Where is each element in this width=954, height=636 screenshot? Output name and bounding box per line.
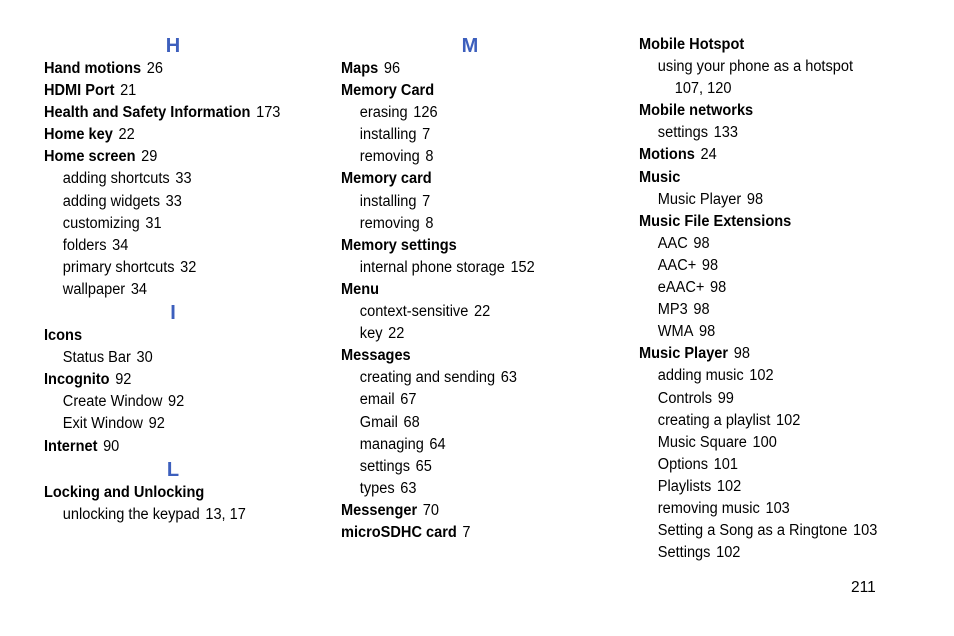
page-reference[interactable]: 96 xyxy=(383,60,401,77)
index-subentry xyxy=(44,413,317,435)
index-term: Messenger xyxy=(341,501,418,519)
index-subentry xyxy=(341,456,614,478)
page-reference[interactable]: 152 xyxy=(510,258,535,276)
index-term: email xyxy=(359,391,395,409)
index-subentry xyxy=(639,498,912,520)
page-reference[interactable]: 13, 17 xyxy=(205,505,246,523)
page-reference[interactable]: 103 xyxy=(765,499,790,517)
index-subentry xyxy=(44,347,317,369)
page-reference[interactable]: 32 xyxy=(180,258,197,276)
index-term: AAC+ xyxy=(657,256,697,274)
index-subentry xyxy=(44,235,317,257)
index-subentry xyxy=(639,365,912,387)
page-number: 211 xyxy=(851,579,876,596)
index-term: HDMI Port xyxy=(44,82,115,100)
index-term: removing xyxy=(359,214,420,232)
index-term: Home screen xyxy=(44,148,136,166)
index-entry xyxy=(44,325,317,347)
index-term: key xyxy=(359,325,383,343)
index-subentry xyxy=(639,122,912,144)
page-reference[interactable]: 90 xyxy=(103,437,120,455)
index-term: Music Player xyxy=(639,345,729,363)
index-subentry xyxy=(44,168,317,190)
index-subentry xyxy=(341,213,614,235)
index-entry xyxy=(44,80,317,102)
page-reference[interactable]: 126 xyxy=(413,104,438,122)
index-entry xyxy=(341,80,614,102)
page-reference[interactable]: 99 xyxy=(717,389,734,407)
index-column-3 xyxy=(639,34,929,564)
index-entry xyxy=(639,211,912,233)
index-term: Music Square xyxy=(657,433,747,451)
page-reference[interactable]: 67 xyxy=(400,391,417,409)
index-subentry xyxy=(341,257,614,279)
index-term: Memory Card xyxy=(341,82,435,100)
index-entry xyxy=(639,343,912,365)
index-term: wallpaper xyxy=(62,280,126,298)
index-subentry xyxy=(639,233,912,255)
page-reference[interactable]: 22 xyxy=(388,325,405,343)
page-reference[interactable]: 101 xyxy=(713,455,738,473)
index-term: Music xyxy=(639,168,681,186)
index-entry xyxy=(44,124,317,146)
index-term: adding widgets xyxy=(62,192,161,210)
page-reference[interactable]: 24 xyxy=(700,146,717,164)
index-subentry xyxy=(341,367,614,389)
page-reference[interactable]: 102 xyxy=(716,544,741,562)
index-term: Status Bar xyxy=(62,349,131,367)
index-term: Menu xyxy=(341,280,380,298)
index-subentry xyxy=(341,323,614,345)
page-reference[interactable]: 102 xyxy=(749,367,774,385)
index-entry xyxy=(341,522,614,544)
index-term: Music Player xyxy=(657,190,742,208)
page-reference[interactable]: 102 xyxy=(776,411,801,429)
index-entry xyxy=(341,279,614,301)
index-term: AAC xyxy=(657,234,688,252)
page-reference[interactable]: 98 xyxy=(701,256,719,274)
index-term: Maps xyxy=(341,60,379,77)
index-subentry xyxy=(44,504,317,526)
page-reference[interactable]: 29 xyxy=(141,148,158,166)
index-entry xyxy=(341,345,614,367)
index-subentry xyxy=(639,454,912,476)
index-subentry xyxy=(639,78,912,100)
index-term: managing xyxy=(359,435,424,453)
index-term: internal phone storage xyxy=(359,258,505,276)
index-subentry xyxy=(44,191,317,213)
index-term: Create Window xyxy=(62,393,163,411)
index-term: eAAC+ xyxy=(657,279,705,297)
index-subentry xyxy=(639,410,912,432)
index-term: Incognito xyxy=(44,371,110,389)
page-reference[interactable]: 64 xyxy=(429,435,446,453)
page-reference[interactable]: 30 xyxy=(136,349,153,367)
index-subentry xyxy=(639,432,912,454)
index-subentry xyxy=(341,412,614,434)
page-reference[interactable]: 102 xyxy=(716,477,742,495)
index-term: customizing xyxy=(62,214,140,232)
index-entry xyxy=(44,102,317,124)
page-reference[interactable]: 33 xyxy=(165,192,182,210)
index-term: Memory settings xyxy=(341,236,457,254)
index-subentry xyxy=(341,146,614,168)
index-subentry xyxy=(44,279,317,301)
index-entry xyxy=(341,58,614,80)
index-subentry xyxy=(639,476,912,498)
index-term: Music File Extensions xyxy=(639,212,792,230)
index-term: Mobile Hotspot xyxy=(639,36,745,53)
index-subentry xyxy=(639,255,912,277)
index-entry xyxy=(341,235,614,257)
index-subentry xyxy=(44,257,317,279)
section-letter: I xyxy=(170,302,176,325)
index-term: Setting a Song as a Ringtone xyxy=(657,522,848,540)
section-letter: H xyxy=(165,35,181,57)
index-term: erasing xyxy=(359,104,408,122)
index-term: Options xyxy=(657,455,709,473)
index-subentry xyxy=(639,56,912,78)
index-term: removing xyxy=(359,148,420,166)
page-reference[interactable]: 98 xyxy=(699,323,716,341)
page-reference[interactable]: 34 xyxy=(130,280,148,298)
index-term: Settings xyxy=(657,544,711,562)
index-term: Internet xyxy=(44,437,98,455)
index-subentry xyxy=(341,191,614,213)
index-entry xyxy=(639,144,912,166)
index-term: WMA xyxy=(657,323,694,341)
index-subentry xyxy=(639,542,912,564)
index-term: Hand motions xyxy=(44,60,142,77)
index-term: primary shortcuts xyxy=(62,258,175,276)
page-reference[interactable]: 70 xyxy=(422,501,439,519)
index-term: Home key xyxy=(44,126,113,144)
index-term: Health and Safety Information xyxy=(44,104,251,122)
page-reference[interactable]: 7 xyxy=(462,523,471,541)
page-reference[interactable]: 98 xyxy=(710,279,727,297)
index-term: installing xyxy=(359,126,417,144)
index-subentry xyxy=(639,277,912,299)
index-term: Locking and Unlocking xyxy=(44,483,205,501)
index-entry xyxy=(341,500,614,522)
index-term: installing xyxy=(359,192,417,210)
page-reference[interactable]: 107, 120 xyxy=(674,80,732,98)
page-reference[interactable]: 63 xyxy=(400,479,417,497)
index-term: microSDHC card xyxy=(341,523,457,541)
index-term: creating and sending xyxy=(359,369,496,387)
page-reference[interactable]: 68 xyxy=(403,413,420,431)
index-term: creating a playlist xyxy=(657,411,771,429)
index-entry xyxy=(341,168,614,190)
index-term: settings xyxy=(359,457,411,475)
page-reference[interactable]: 26 xyxy=(146,60,163,77)
page-reference[interactable]: 103 xyxy=(852,522,878,540)
page-reference[interactable]: 22 xyxy=(118,126,135,144)
index-term: settings xyxy=(657,124,709,142)
index-term: removing music xyxy=(657,499,760,517)
page-reference[interactable]: 21 xyxy=(120,82,137,100)
index-term: Memory card xyxy=(341,170,432,188)
section-letter: M xyxy=(461,35,479,57)
index-entry xyxy=(44,146,317,168)
index-entry xyxy=(44,369,317,391)
page-reference[interactable]: 7 xyxy=(422,192,431,210)
section-letter: L xyxy=(166,458,180,481)
index-subentry xyxy=(44,391,317,413)
index-term: Gmail xyxy=(359,413,398,431)
page-reference[interactable]: 63 xyxy=(500,369,517,387)
index-entry xyxy=(639,167,912,189)
index-subentry xyxy=(341,301,614,323)
page-reference[interactable]: 33 xyxy=(175,170,192,188)
index-term: adding shortcuts xyxy=(62,170,170,188)
index-term: Controls xyxy=(657,389,713,407)
index-term: Messages xyxy=(341,347,411,365)
index-entry xyxy=(639,100,912,122)
page-reference[interactable]: 98 xyxy=(746,190,764,208)
page-reference[interactable]: 8 xyxy=(425,214,434,232)
index-subentry xyxy=(341,102,614,124)
index-term: adding music xyxy=(657,367,744,385)
index-term: Playlists xyxy=(657,477,712,495)
page-reference[interactable]: 98 xyxy=(693,234,710,252)
index-subentry xyxy=(341,389,614,411)
index-subentry xyxy=(639,520,912,542)
index-term: Exit Window xyxy=(62,415,143,433)
page-reference[interactable]: 98 xyxy=(693,301,710,319)
index-subentry xyxy=(341,124,614,146)
page-reference[interactable]: 8 xyxy=(425,148,434,166)
index-subentry xyxy=(639,299,912,321)
index-term: MP3 xyxy=(657,301,688,319)
index-term: unlocking the keypad xyxy=(62,505,200,523)
index-subentry xyxy=(341,434,614,456)
index-subentry xyxy=(341,478,614,500)
index-term: using your phone as a hotspot xyxy=(657,58,854,76)
index-term: types xyxy=(359,479,395,497)
page-reference[interactable]: 92 xyxy=(168,393,185,411)
page-reference[interactable]: 133 xyxy=(713,124,738,142)
page-reference[interactable]: 65 xyxy=(415,457,432,475)
page-reference[interactable]: 31 xyxy=(145,214,162,232)
page-reference[interactable]: 22 xyxy=(473,303,491,321)
index-subentry xyxy=(639,388,912,410)
page-reference[interactable]: 7 xyxy=(422,126,431,144)
page-reference[interactable]: 100 xyxy=(752,433,777,451)
index-subentry xyxy=(44,213,317,235)
index-entry xyxy=(44,482,317,504)
index-entry xyxy=(44,436,317,458)
index-entry xyxy=(44,58,317,80)
index-term: Motions xyxy=(639,146,695,164)
page-reference[interactable]: 92 xyxy=(148,415,165,433)
page-reference[interactable]: 92 xyxy=(115,371,132,389)
index-term: Mobile networks xyxy=(639,102,754,120)
index-term: Icons xyxy=(44,327,83,345)
index-entry xyxy=(639,34,912,56)
page-reference[interactable]: 34 xyxy=(112,236,129,254)
index-term: context-sensitive xyxy=(359,303,469,321)
page-reference[interactable]: 98 xyxy=(733,345,750,363)
index-term: folders xyxy=(62,236,107,254)
index-column-2 xyxy=(341,34,631,544)
index-column-1 xyxy=(44,34,334,526)
page-reference[interactable]: 173 xyxy=(256,104,281,122)
index-subentry xyxy=(639,189,912,211)
index-subentry xyxy=(639,321,912,343)
